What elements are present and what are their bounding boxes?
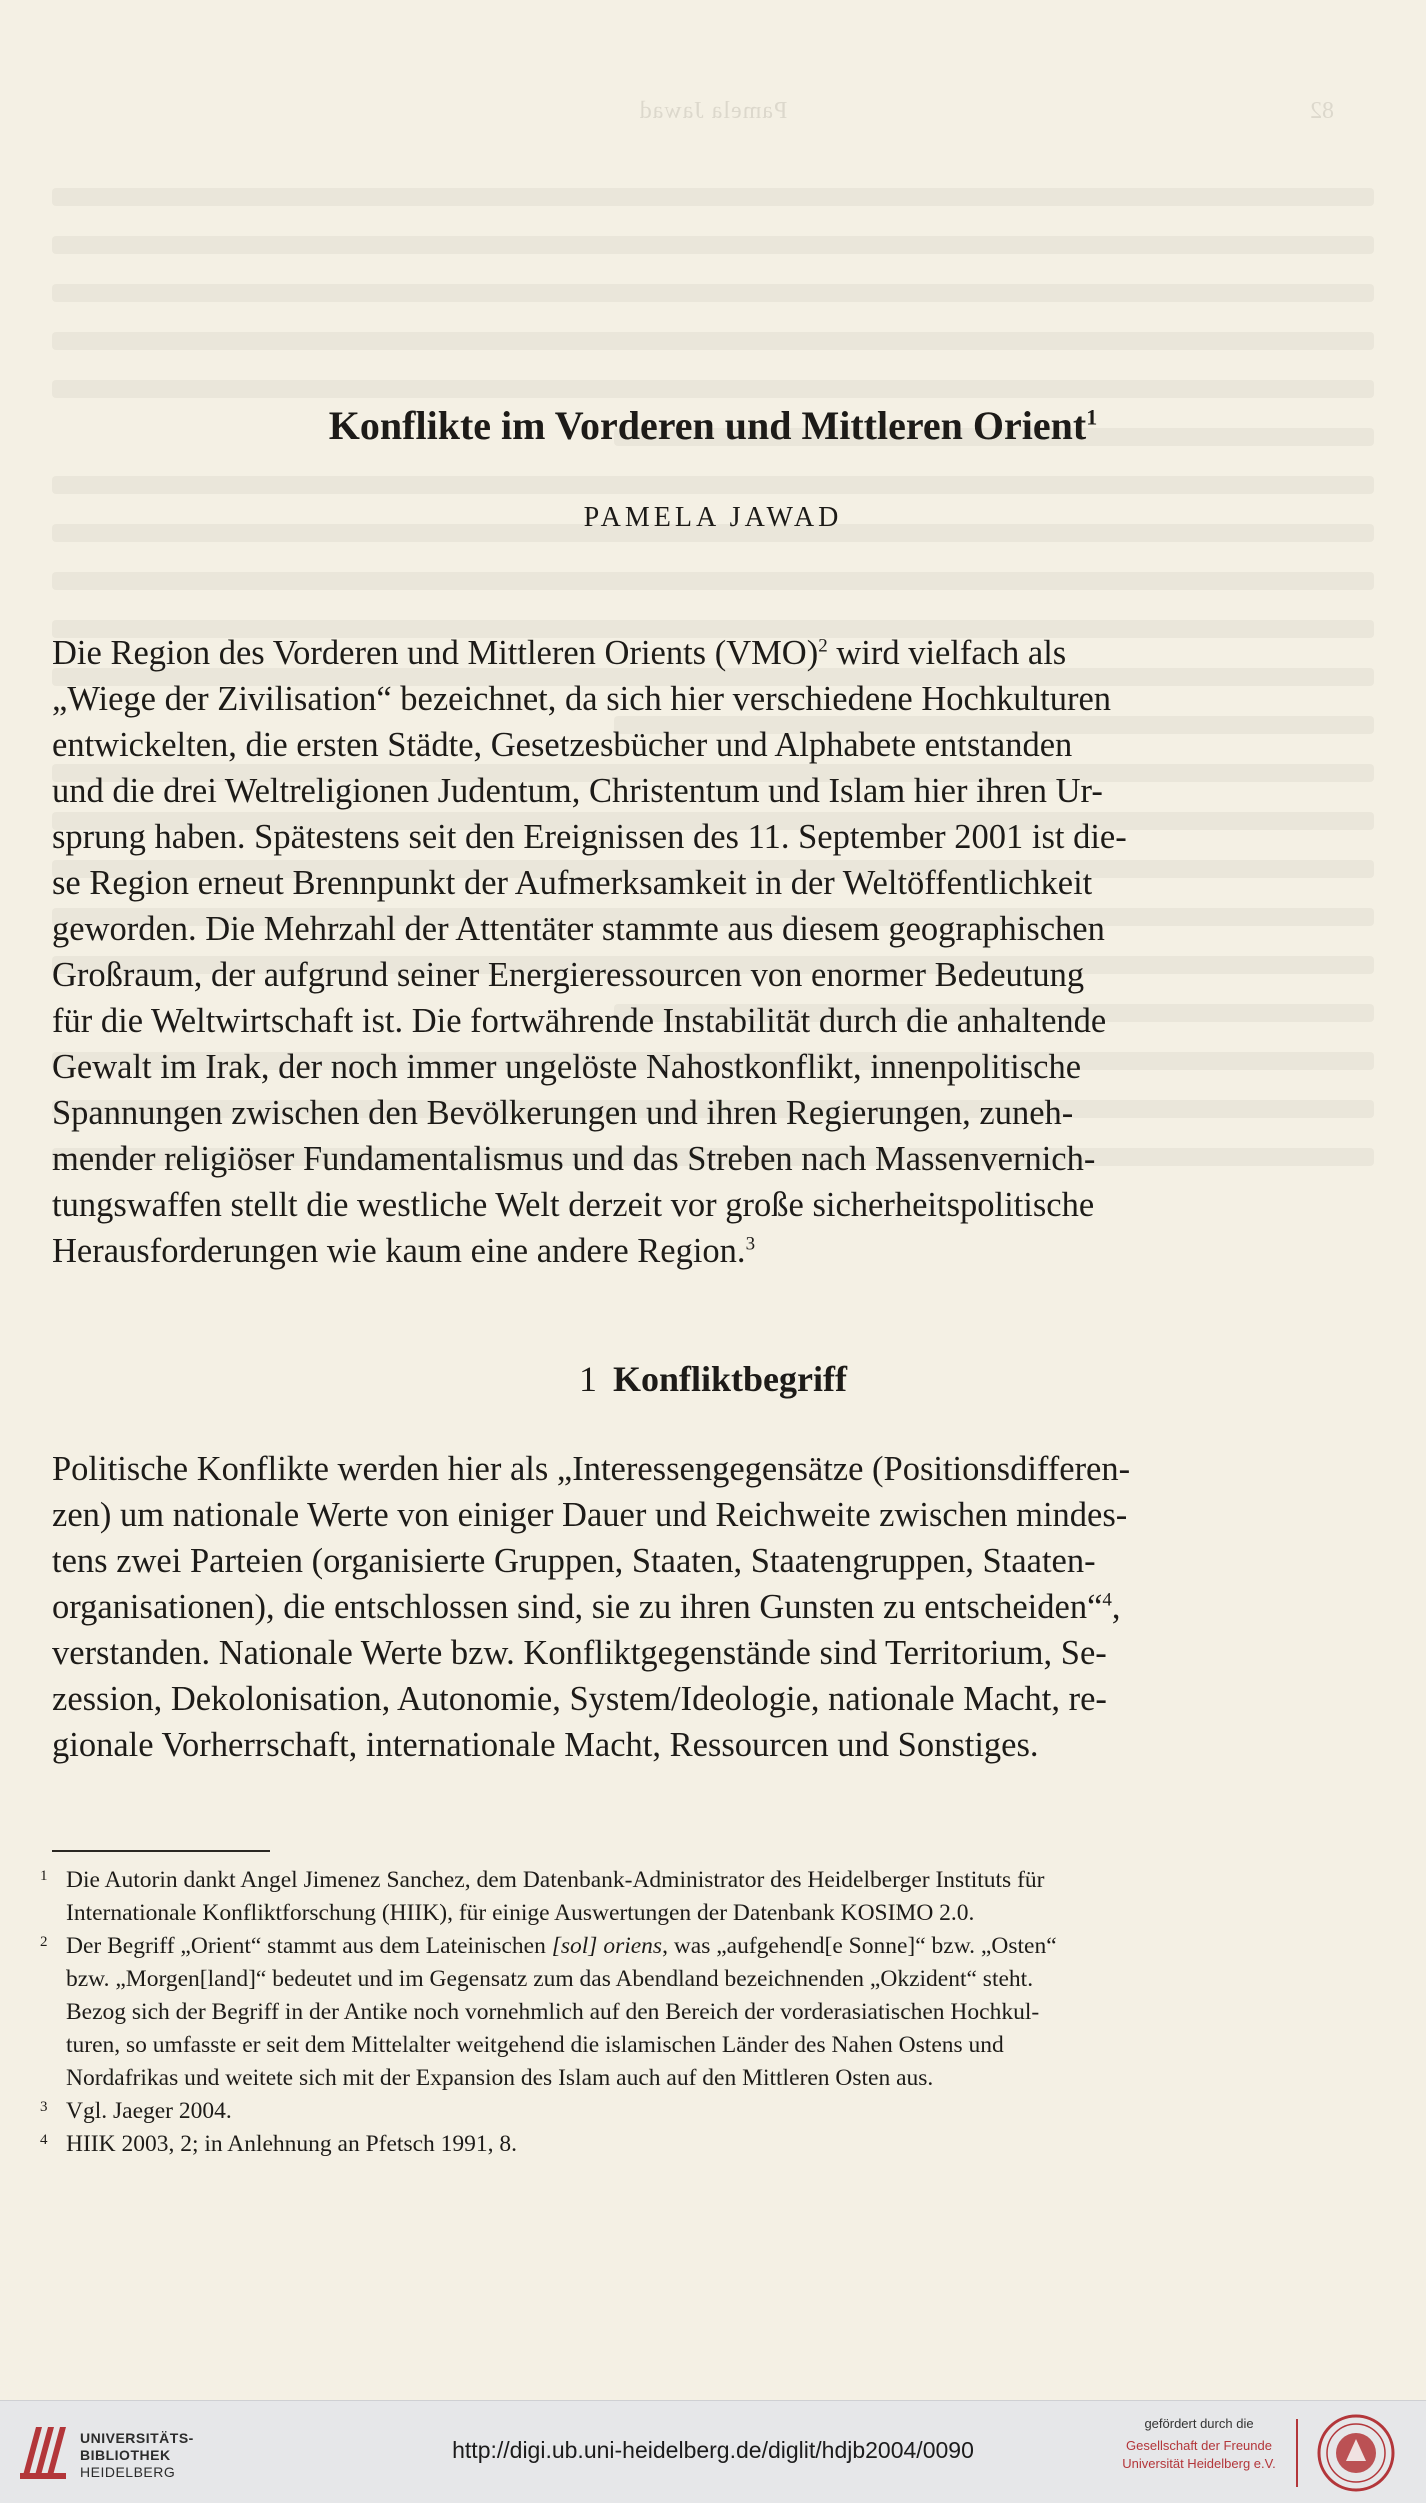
text-line: verstanden. Nationale Werte bzw. Konfliktgegenstände sind Territorium, Se- <box>52 1634 1107 1672</box>
article-title: Konflikte im Vorderen und Mittleren Orient$^1$ <box>328 403 1098 448</box>
footnote-3 <box>40 2095 1376 2128</box>
text-line: für die Weltwirtschaft ist. Die fortwährende Instabilität durch die anhaltende <box>52 1002 1107 1040</box>
footnote-line: Nordafrikas und weitete sich mit der Expansion des Islam auch auf den Mittleren Osten aus. <box>66 2065 934 2091</box>
text-line: mender religiöser Fundamentalismus und das Streben nach Massenvernich- <box>52 1140 1096 1178</box>
section-number: 1 <box>579 1359 597 1399</box>
footnote-line: Internationale Konfliktforschung (HIIK), für einige Auswertungen der Datenbank KOSIMO 2.0. <box>66 1900 975 1926</box>
footnote-line: Bezog sich der Begriff in der Antike noch vornehmlich auf den Bereich der vorderasiatischen Hochkul- <box>66 1999 1040 2025</box>
footnote-separator <box>52 1850 270 1852</box>
footnote-line: Vgl. Jaeger 2004. <box>66 2098 232 2124</box>
intro-paragraph <box>52 630 1374 1274</box>
footnote-2 <box>40 1930 1376 2095</box>
author-name: PAMELA JAWAD <box>583 502 843 533</box>
text-line: sprung haben. Spätestens seit den Ereignissen des 11. September 2001 ist die- <box>52 818 1127 856</box>
text-line: Spannungen zwischen den Bevölkerungen und ihren Regierungen, zuneh- <box>52 1094 1074 1132</box>
definition-paragraph <box>52 1446 1374 1768</box>
text-line: geworden. Die Mehrzahl der Attentäter stammte aus diesem geographischen <box>52 910 1105 948</box>
text-line: tens zwei Parteien (organisierte Gruppen, Staaten, Staatengruppen, Staaten- <box>52 1542 1096 1580</box>
sponsor-name-line-1: Gesellschaft der Freunde <box>1126 2438 1272 2453</box>
text-line: Gewalt im Irak, der noch immer ungelöste Nahostkonflikt, innenpolitische <box>52 1048 1082 1086</box>
text-line: Großraum, der aufgrund seiner Energieressourcen von enormer Bedeutung <box>52 956 1085 994</box>
footnote-line: turen, so umfasste er seit dem Mittelalter weitgehend die islamischen Länder des Nahen Ostens und <box>66 2032 1004 2058</box>
sponsor-name-line-2: Universität Heidelberg e.V. <box>1122 2456 1276 2471</box>
library-name: UNIVERSITÄTS- BIBLIOTHEK HEIDELBERG <box>80 2430 194 2480</box>
text-line: zession, Dekolonisation, Autonomie, System/Ideologie, nationale Macht, re- <box>52 1680 1107 1718</box>
footnote-ref[interactable]: 2 <box>818 635 828 657</box>
sponsor-block <box>1104 2415 1294 2473</box>
footnote-ref-1[interactable]: 1 <box>1086 404 1098 430</box>
footnotes <box>40 1864 1376 2161</box>
text-line: tungswaffen stellt die westliche Welt derzeit vor große sicherheitspolitische <box>52 1186 1095 1224</box>
text-line: Herausforderungen wie kaum eine andere Region.$^3$ <box>52 1232 756 1270</box>
text-line: „Wiege der Zivilisation“ bezeichnet, da sich hier verschiedene Hochkulturen <box>52 680 1112 718</box>
text-line: und die drei Weltreligionen Judentum, Christentum und Islam hier ihren Ur- <box>52 772 1103 810</box>
footnote-line: Der Begriff „Orient“ stammt aus dem Lateinischen [sol] oriens, was „aufgehend[e Sonne]“ bzw. „Osten“ <box>66 1933 1057 1959</box>
show-through-reverse-page: Pamela Jawad 82 <box>0 0 1426 1360</box>
text-line: gionale Vorherrschaft, internationale Macht, Ressourcen und Sonstiges. <box>52 1726 1039 1764</box>
text-line: Politische Konflikte werden hier als „Interessengegensätze (Positionsdifferen- <box>52 1450 1131 1488</box>
footer-divider <box>1296 2419 1298 2487</box>
footnote-line: HIIK 2003, 2; in Anlehnung an Pfetsch 1991, 8. <box>66 2131 518 2157</box>
footnote-1 <box>40 1864 1376 1930</box>
text-line: zen) um nationale Werte von einiger Dauer und Reichweite zwischen mindes- <box>52 1496 1128 1534</box>
supported-by-label: gefördert durch die <box>1144 2416 1254 2431</box>
text-line: Die Region des Vorderen und Mittleren Orients (VMO)$^2$ wird vielfach als <box>52 634 1067 672</box>
footnote-marker: 4 <box>40 2132 48 2148</box>
footnote-ref[interactable]: 4 <box>1102 1589 1112 1611</box>
permalink-url[interactable]: http://digi.ub.uni-heidelberg.de/diglit/hdjb2004/0090 <box>452 2437 974 2463</box>
footnote-marker: 1 <box>40 1868 48 1884</box>
footnote-line: Die Autorin dankt Angel Jimenez Sanchez, dem Datenbank-Administrator des Heidelberger Instituts für <box>66 1867 1045 1893</box>
footnote-marker: 2 <box>40 1934 48 1950</box>
digitization-footer <box>0 2400 1426 2503</box>
footnote-4 <box>40 2128 1376 2161</box>
text-line: organisationen), die entschlossen sind, sie zu ihren Gunsten zu entscheiden“$^4$, <box>52 1588 1121 1626</box>
footnote-line: bzw. „Morgen[land]“ bedeutet und im Gegensatz zum das Abendland bezeichnenden „Okzident“ steht. <box>66 1966 1034 1992</box>
university-seal-icon <box>1316 2413 1396 2493</box>
text-line: entwickelten, die ersten Städte, Gesetzesbücher und Alphabete entstanden <box>52 726 1073 764</box>
text-line: se Region erneut Brennpunkt der Aufmerksamkeit in der Weltöffentlichkeit <box>52 864 1093 902</box>
section-title: Konfliktbegriff <box>613 1359 847 1399</box>
section-heading <box>0 1358 1426 1400</box>
footnote-marker: 3 <box>40 2099 48 2115</box>
footnote-ref[interactable]: 3 <box>745 1233 756 1255</box>
